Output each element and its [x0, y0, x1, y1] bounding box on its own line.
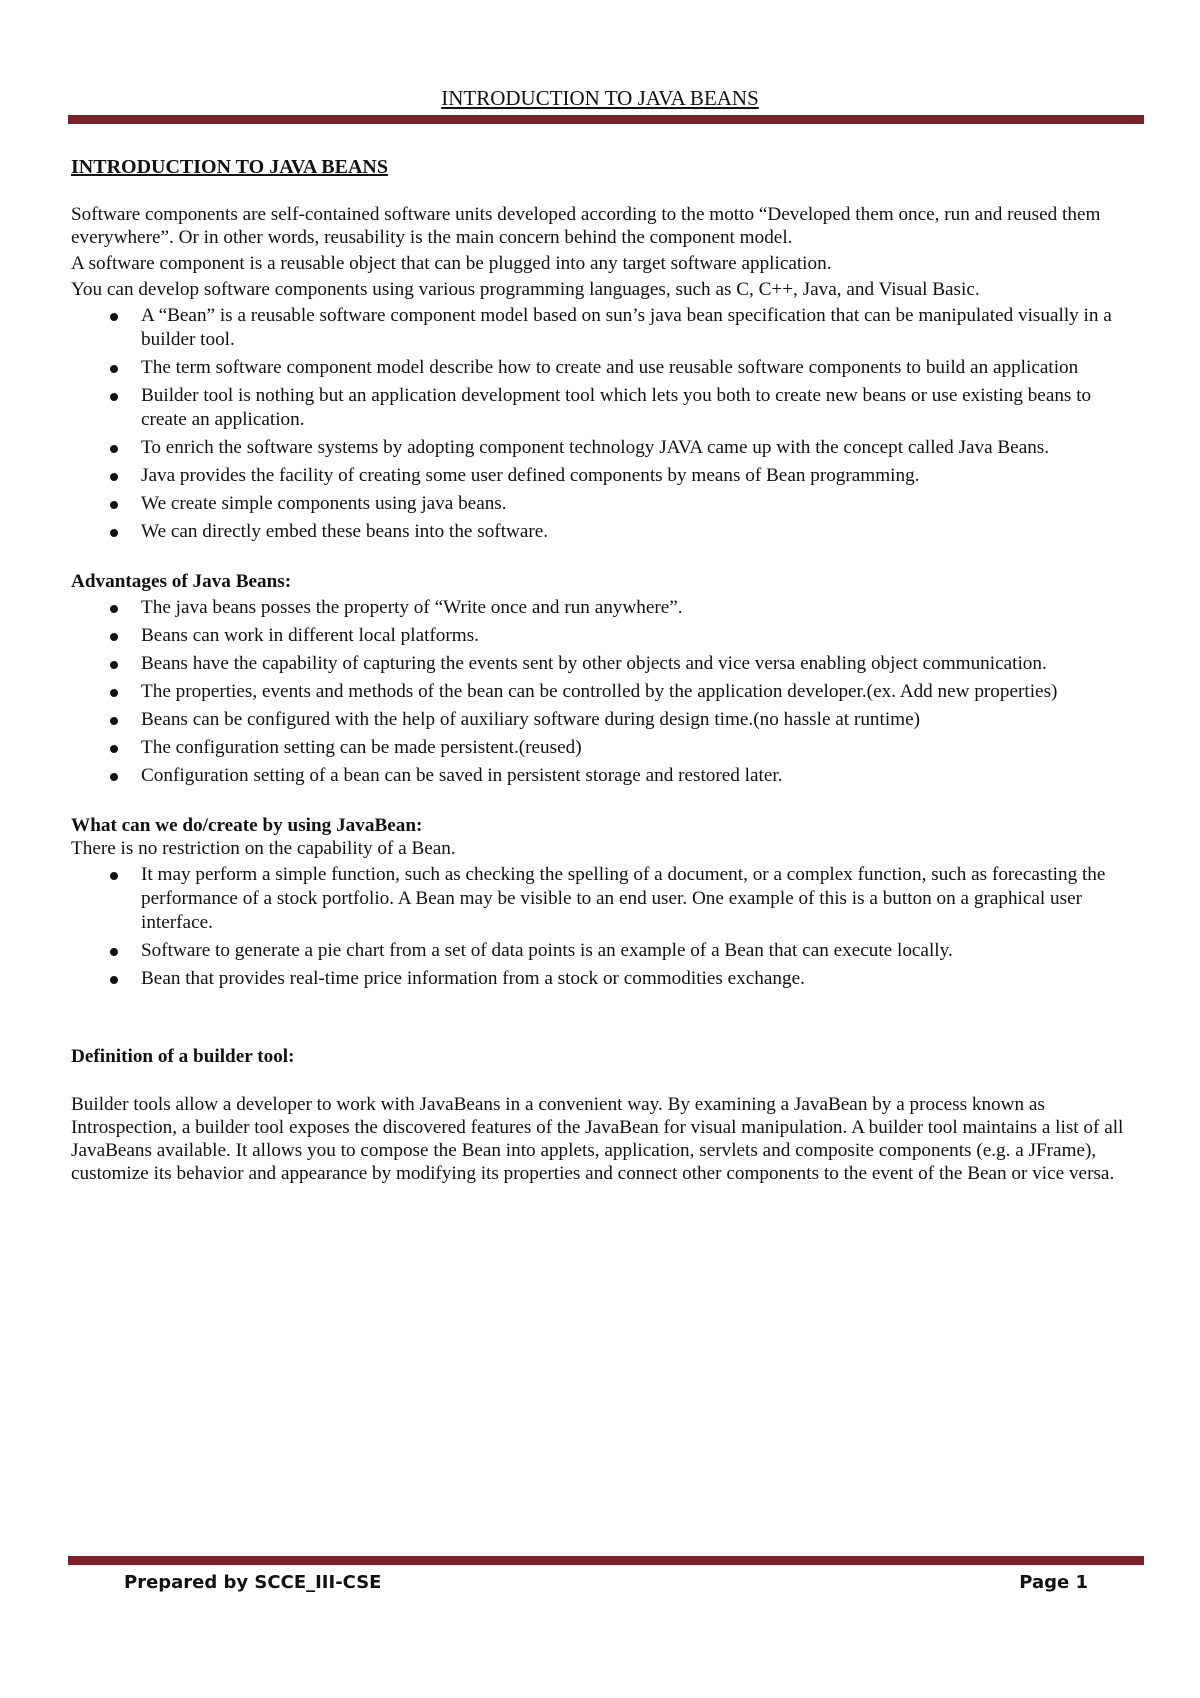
builder-tool-paragraph: Builder tools allow a developer to work with JavaBeans in a convenient way. By examining a JavaBean by a process known as Introspection, a builder tool exposes the discovered features of the JavaBean for visual manipulation. A builder tool maintains a list of all JavaBeans available. It allows you to compose the Bean into applets, application, servlets and composite components (e.g. a JFrame), customize its behavior and appearance by modifying its properties and connect other components to the event of the Bean or vice versa.	[71, 1094, 1124, 1184]
list-item: Builder tool is nothing but an application development tool which lets you both to create new beans or use existing beans to create an application.	[71, 384, 1133, 432]
list-item: It may perform a simple function, such as checking the spelling of a document, or a complex function, such as forecasting the performance of a stock portfolio. A Bean may be visible to an end user. One example of this is a button on a graphical user interface.	[71, 863, 1133, 935]
list-item: Configuration setting of a bean can be saved in persistent storage and restored later.	[71, 764, 1133, 788]
builder-tool-heading: Definition of a builder tool:	[71, 1046, 295, 1067]
list-item: Beans can be configured with the help of auxiliary software during design time.(no hassle at runtime)	[71, 708, 1133, 732]
intro-paragraph: Software components are self-contained software units developed according to the motto “Developed them once, run and reused them everywhere”. Or in other words, reusability is the main concern behind the component model.	[71, 204, 1101, 248]
advantages-list	[71, 596, 1133, 788]
list-item: The term software component model describe how to create and use reusable software components to build an application	[71, 356, 1133, 380]
page-number: Page 1	[1019, 1572, 1088, 1593]
list-item: Beans have the capability of capturing the events sent by other objects and vice versa enabling object communication.	[71, 652, 1133, 676]
intro-paragraph: A software component is a reusable object that can be plugged into any target software application.	[71, 253, 832, 274]
intro-bullet-list	[71, 304, 1133, 544]
advantages-heading: Advantages of Java Beans:	[71, 571, 292, 592]
list-item: We can directly embed these beans into the software.	[71, 520, 1133, 544]
what-can-intro: There is no restriction on the capability of a Bean.	[71, 838, 456, 859]
header-divider	[68, 115, 1144, 124]
intro-paragraph: You can develop software components using various programming languages, such as C, C++, Java, and Visual Basic.	[71, 279, 980, 300]
what-can-list	[71, 863, 1133, 991]
running-header-title: INTRODUCTION TO JAVA BEANS	[441, 86, 759, 110]
footer-author: Prepared by SCCE_III-CSE	[124, 1572, 382, 1593]
list-item: Beans can work in different local platforms.	[71, 624, 1133, 648]
footer-divider	[68, 1556, 1144, 1565]
what-can-heading: What can we do/create by using JavaBean:	[71, 815, 423, 836]
list-item: Java provides the facility of creating some user defined components by means of Bean programming.	[71, 464, 1133, 488]
list-item: The java beans posses the property of “Write once and run anywhere”.	[71, 596, 1133, 620]
list-item: Software to generate a pie chart from a set of data points is an example of a Bean that can execute locally.	[71, 939, 1133, 963]
document-body	[71, 150, 1133, 1185]
list-item: A “Bean” is a reusable software component model based on sun’s java bean specification that can be manipulated visually in a builder tool.	[71, 304, 1133, 352]
list-item: The configuration setting can be made persistent.(reused)	[71, 736, 1133, 760]
document-heading: INTRODUCTION TO JAVA BEANS	[71, 156, 388, 178]
list-item: The properties, events and methods of the bean can be controlled by the application developer.(ex. Add new properties)	[71, 680, 1133, 704]
list-item: Bean that provides real-time price information from a stock or commodities exchange.	[71, 967, 1133, 991]
list-item: To enrich the software systems by adopting component technology JAVA came up with the concept called Java Beans.	[71, 436, 1133, 460]
list-item: We create simple components using java beans.	[71, 492, 1133, 516]
